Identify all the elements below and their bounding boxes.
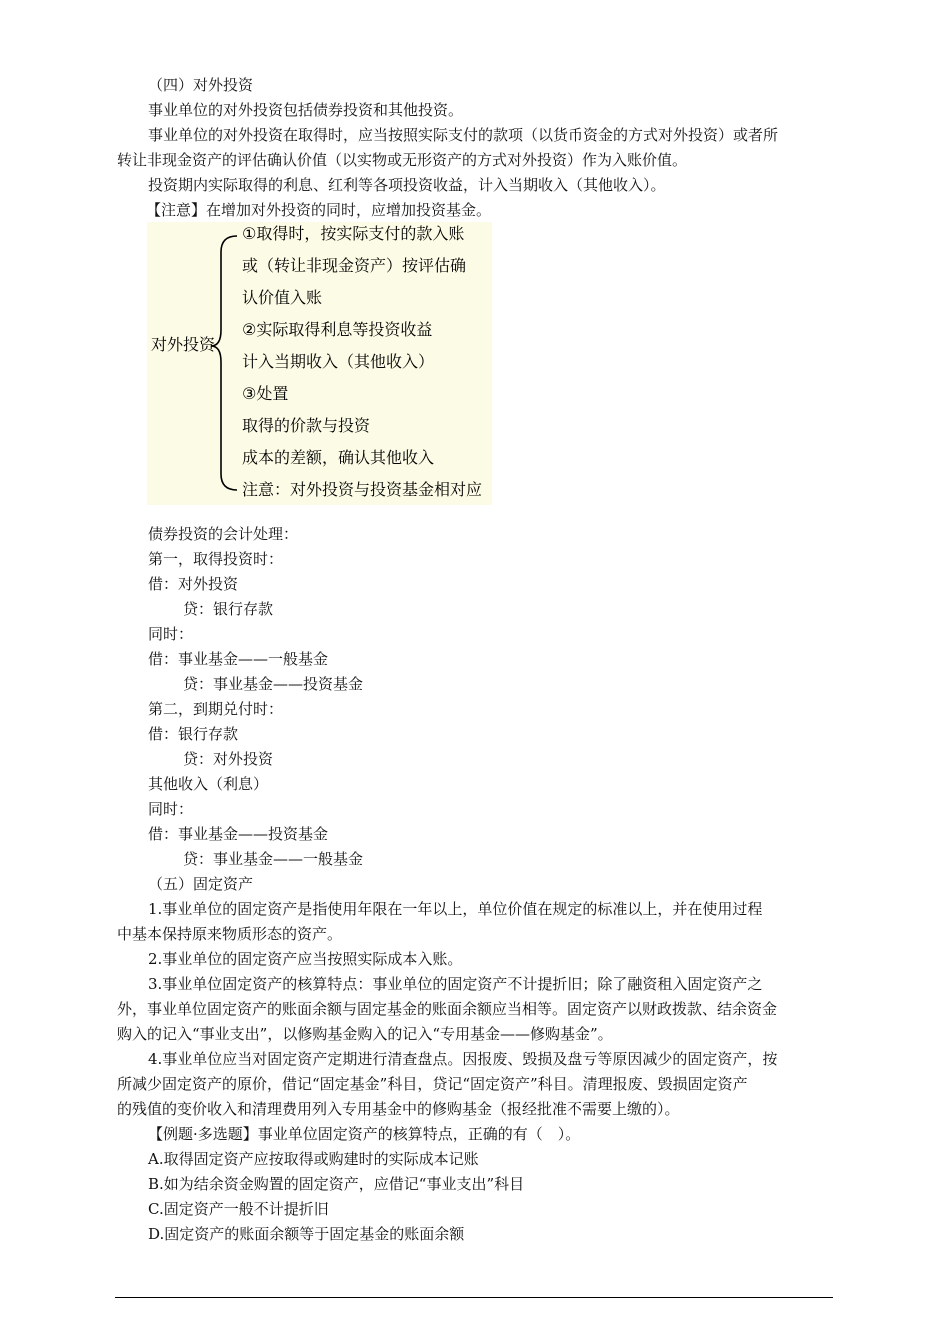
- diagram-item: ①取得时，按实际支付的款入账: [242, 224, 465, 243]
- paragraph: 事业单位的对外投资在取得时，应当按照实际支付的款项（以货币资金的方式对外投资）或者所: [148, 126, 779, 144]
- note: 【注意】在增加对外投资的同时，应增加投资基金。: [146, 201, 492, 219]
- paragraph: 外，事业单位固定资产的账面余额与固定基金的账面余额应当相等。固定资产以财政拨款、结余资金: [117, 1000, 778, 1018]
- diagram-root: 对外投资: [151, 335, 216, 354]
- entry-line: 借：事业基金——一般基金: [148, 650, 329, 668]
- section-heading-investment: （四）对外投资: [148, 76, 254, 94]
- entry-line: 贷：对外投资: [183, 750, 274, 768]
- diagram-item: 认价值入账: [242, 288, 323, 307]
- entry-line: 债券投资的会计处理：: [148, 525, 299, 543]
- entry-line: 借：对外投资: [148, 575, 239, 593]
- option-b: B.如为结余资金购置的固定资产，应借记“事业支出”科目: [148, 1175, 525, 1193]
- diagram-item: ②实际取得利息等投资收益: [242, 320, 433, 339]
- entry-line: 贷：事业基金——投资基金: [183, 675, 364, 693]
- diagram-item: 注意：对外投资与投资基金相对应: [242, 480, 483, 499]
- diagram-item: 成本的差额，确认其他收入: [242, 448, 435, 467]
- example-question: 【例题·多选题】事业单位固定资产的核算特点，正确的有（ ）。: [148, 1125, 581, 1143]
- option-a: A.取得固定资产应按取得或购建时的实际成本记账: [148, 1150, 479, 1168]
- paragraph: 投资期内实际取得的利息、红利等各项投资收益，计入当期收入（其他收入）。: [148, 176, 666, 194]
- paragraph: 事业单位的对外投资包括债券投资和其他投资。: [148, 101, 464, 119]
- paragraph: 4.事业单位应当对固定资产定期进行清查盘点。因报废、毁损及盘亏等原因减少的固定资产，按: [148, 1050, 778, 1068]
- option-d: D.固定资产的账面余额等于固定基金的账面余额: [148, 1225, 465, 1243]
- diagram-item: ③处置: [242, 384, 289, 403]
- entry-line: 贷：事业基金——一般基金: [183, 850, 364, 868]
- entry-line: 借：事业基金——投资基金: [148, 825, 329, 843]
- entry-line: 第一，取得投资时：: [148, 550, 284, 568]
- diagram-item: 取得的价款与投资: [242, 416, 371, 435]
- entry-line: 借：银行存款: [148, 725, 239, 743]
- paragraph: 3.事业单位固定资产的核算特点：事业单位的固定资产不计提折旧；除了融资租入固定资产之: [148, 975, 763, 993]
- paragraph: 2.事业单位的固定资产应当按照实际成本入账。: [148, 950, 463, 968]
- entry-line: 同时：: [148, 625, 194, 643]
- paragraph: 转让非现金资产的评估确认价值（以实物或无形资产的方式对外投资）作为入账价值。: [117, 151, 688, 169]
- entry-line: 同时：: [148, 800, 194, 818]
- diagram-item: 或（转让非现金资产）按评估确: [242, 256, 467, 275]
- paragraph: 购入的记入“事业支出”，以修购基金购入的记入“专用基金——修购基金”。: [117, 1025, 613, 1043]
- entry-line: 其他收入（利息）: [148, 775, 269, 793]
- option-c: C.固定资产一般不计提折旧: [148, 1200, 329, 1218]
- footer-divider: [115, 1297, 833, 1298]
- section-heading-fixed-assets: （五）固定资产: [148, 875, 254, 893]
- investment-diagram: [147, 222, 492, 505]
- diagram-item: 计入当期收入（其他收入）: [242, 352, 435, 371]
- entry-line: 第二，到期兑付时：: [148, 700, 284, 718]
- paragraph: 1.事业单位的固定资产是指使用年限在一年以上，单位价值在规定的标准以上，并在使用过程: [148, 900, 763, 918]
- paragraph: 的残值的变价收入和清理费用列入专用基金中的修购基金（报经批准不需要上缴的）。: [117, 1100, 680, 1118]
- paragraph: 中基本保持原来物质形态的资产。: [117, 925, 343, 943]
- paragraph: 所减少固定资产的原价，借记“固定基金”科目，贷记“固定资产”科目。清理报废、毁损固定资产: [117, 1075, 748, 1093]
- entry-line: 贷：银行存款: [183, 600, 274, 618]
